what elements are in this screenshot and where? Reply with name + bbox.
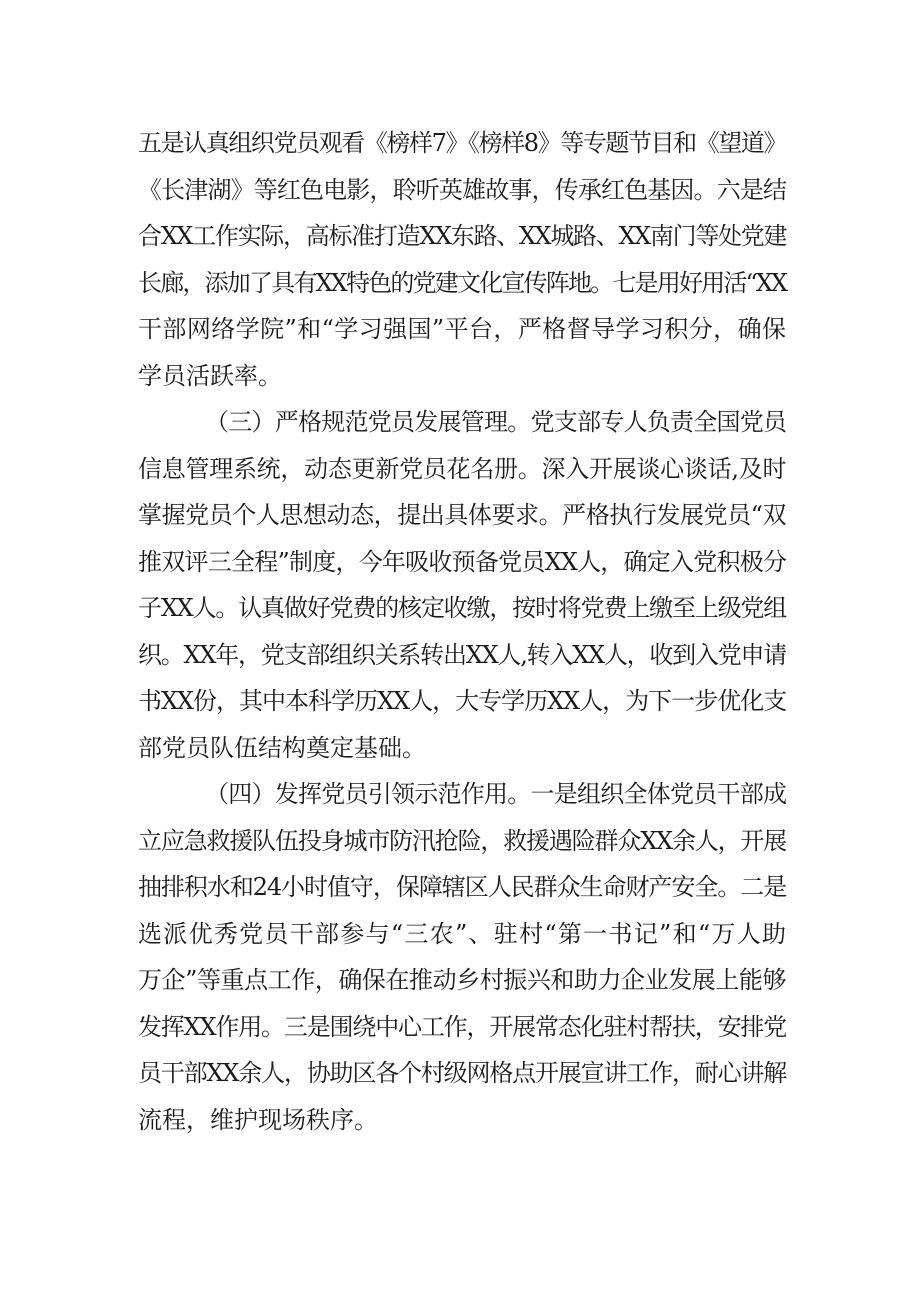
text-line: 信息管理系统，动态更新党员花名册。深入开展谈心谈话,及时 (138, 454, 786, 483)
text-line: 流程，维护现场秩序。 (138, 1105, 378, 1134)
text-line: 织。XX年，党支部组织关系转出XX人,转入XX人，收到入党申请 (138, 640, 786, 669)
text-line: 子XX人。认真做好党费的核定收缴，按时将党费上缴至上级党组 (138, 594, 786, 622)
text-line: 书XX份，其中本科学历XX人，大专学历XX人，为下一步优化支 (138, 687, 786, 715)
paragraph-3 (138, 771, 786, 1143)
body-text (138, 120, 786, 1143)
text-line: 干部网络学院”和“学习强国”平台，严格督导学习积分，确保 (138, 315, 786, 343)
text-line: 《长津湖》等红色电影，聆听英雄故事，传承红色基因。六是结 (138, 175, 786, 204)
paragraph-1 (138, 120, 786, 399)
text-line: 立应急救援队伍投身城市防汛抢险，救援遇险群众XX余人，开展 (138, 826, 786, 855)
text-line: 掌握党员个人思想动态，提出具体要求。严格执行发展党员“双 (138, 501, 786, 529)
text-line: 合XX工作实际，高标准打造XX东路、XX城路、XX南门等处党建 (138, 222, 786, 250)
text-line: 学员活跃率。 (138, 361, 282, 390)
text-line: （四）发挥党员引领示范作用。一是组织全体党员干部成 (205, 780, 787, 808)
text-line: 抽排积水和24小时值守，保障辖区人民群众生命财产安全。二是 (138, 873, 786, 901)
paragraph-2 (138, 399, 786, 771)
text-line: 万企”等重点工作，确保在推动乡村振兴和助力企业发展上能够 (138, 966, 786, 994)
text-line: 选派优秀党员干部参与“三农”、驻村“第一书记”和“万人助 (138, 919, 786, 948)
text-line: 推双评三全程”制度，今年吸收预备党员XX人，确定入党积极分 (138, 547, 786, 576)
text-line: 长廊，添加了具有XX特色的党建文化宣传阵地。七是用好用活“XX (138, 268, 786, 297)
text-line: 五是认真组织党员观看《榜样7》《榜样8》等专题节目和《望道》 (138, 129, 786, 157)
text-line: 发挥XX作用。三是围绕中心工作，开展常态化驻村帮扶，安排党 (138, 1012, 786, 1041)
text-line: 员干部XX余人，协助区各个村级网格点开展宣讲工作，耐心讲解 (138, 1059, 786, 1087)
text-line: 部党员队伍结构奠定基础。 (138, 733, 426, 762)
text-line: （三）严格规范党员发展管理。党支部专人负责全国党员 (205, 408, 787, 436)
